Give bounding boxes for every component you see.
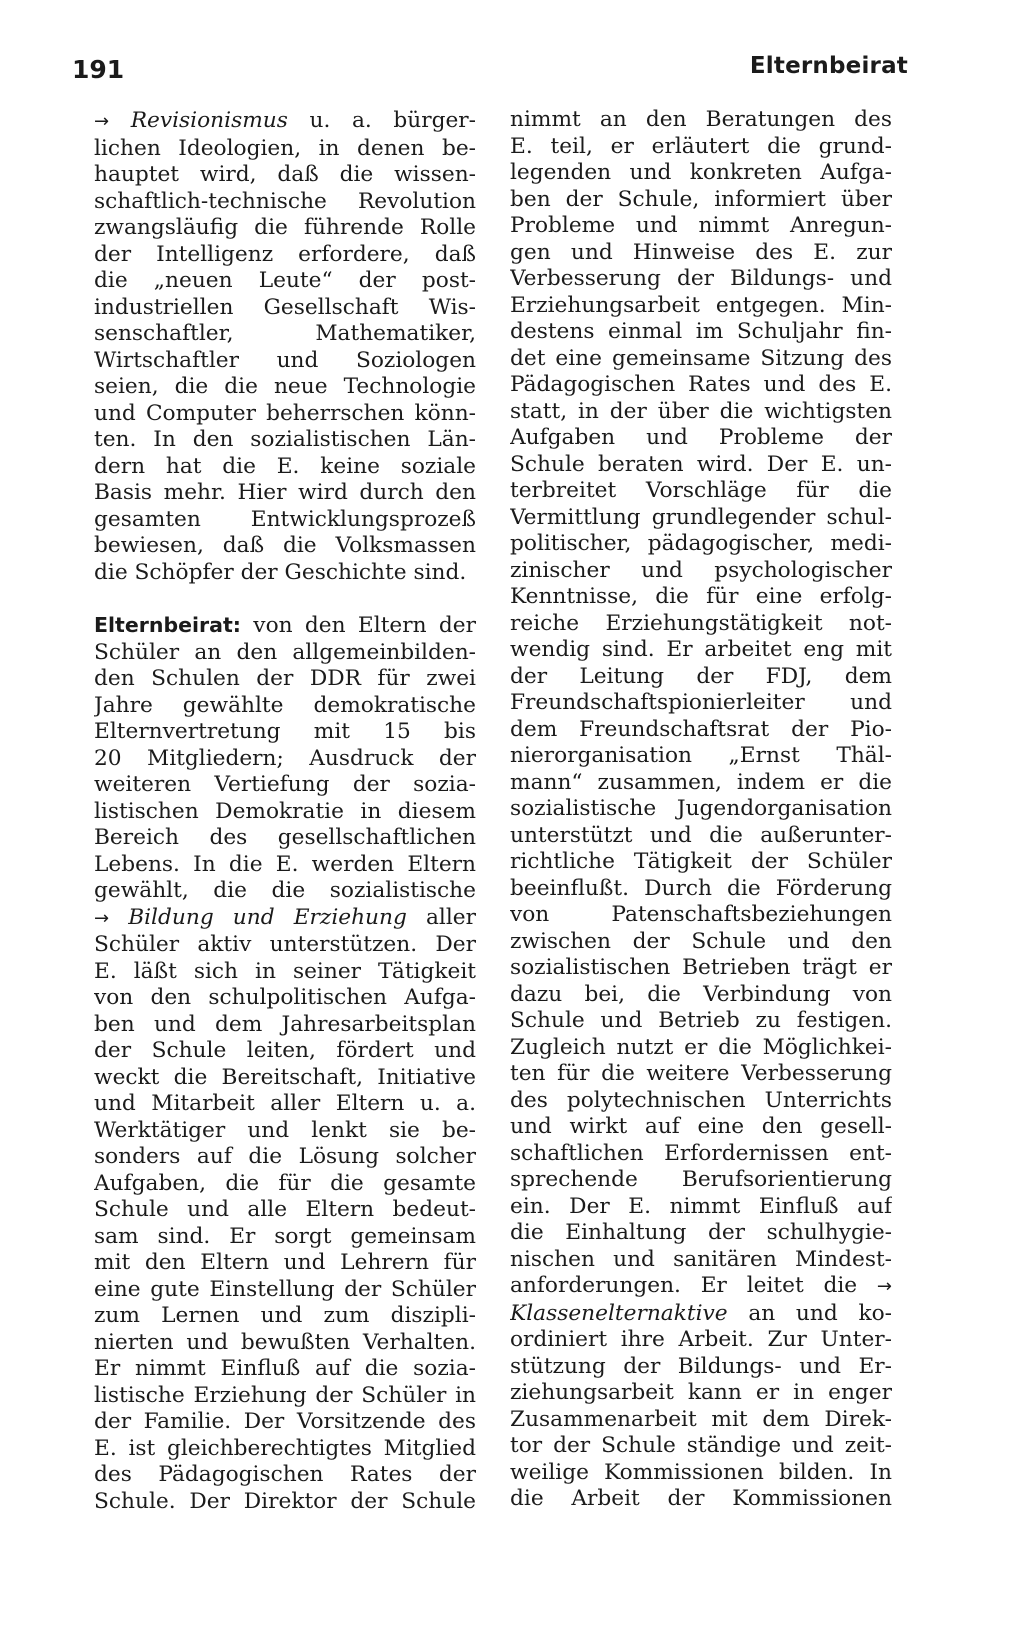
text-segment: Lebens. In die E. werden Eltern [94, 851, 476, 877]
text-segment: Werktätiger und lenkt sie be- [94, 1117, 476, 1143]
text-segment: Er nimmt Einfluß auf die sozia- [94, 1356, 476, 1381]
text-segment: u. a. bürger- [287, 108, 476, 133]
text-line [94, 1356, 476, 1383]
text-segment [109, 108, 131, 133]
text-segment: der Familie. Der Vorsitzende des [94, 1409, 476, 1434]
text-line [510, 1273, 892, 1301]
text-line [94, 932, 476, 959]
text-line [94, 242, 476, 269]
text-line [94, 959, 476, 986]
text-segment: schaftlichen Erfordernissen ent- [510, 1140, 892, 1166]
running-head: Elternbeirat [749, 53, 908, 79]
text-line [94, 612, 476, 640]
page-number: 191 [72, 55, 125, 84]
text-line [94, 1462, 476, 1489]
text-segment: Bereich des gesellschaftlichen [94, 825, 476, 850]
cross-reference-term: Bildung und Erziehung [128, 904, 407, 930]
text-line [94, 1144, 476, 1171]
cross-reference-arrow-icon: → [876, 1276, 892, 1297]
text-line [94, 401, 476, 428]
text-segment: legenden und konkreten Aufga- [510, 160, 892, 185]
text-line [510, 1167, 892, 1194]
text-line [94, 1330, 476, 1357]
text-segment: von den Eltern der [240, 613, 476, 638]
text-segment: Basis mehr. Hier wird durch den [94, 480, 476, 505]
text-line [510, 452, 892, 479]
text-segment: den Schulen der DDR für zwei [94, 666, 476, 691]
text-segment: die „neuen Leute“ der post- [94, 268, 476, 293]
text-segment: E. läßt sich in seiner Tätigkeit [94, 958, 476, 984]
text-segment: Schüler an den allgemeinbilden- [94, 639, 476, 665]
text-segment: det eine gemeinsame Sitzung des [510, 345, 892, 371]
text-line [94, 1171, 476, 1198]
text-line [510, 1407, 892, 1434]
text-line [94, 1277, 476, 1304]
text-line [94, 1489, 476, 1516]
text-segment: ben der Schule, informiert über [510, 186, 892, 212]
text-segment: politischer, pädagogischer, medi- [510, 531, 892, 556]
text-segment: gen und Hinweise des E. zur [510, 239, 892, 265]
text-line [94, 427, 476, 454]
text-line [510, 584, 892, 611]
text-segment: zinischer und psychologischer [510, 557, 892, 583]
text-segment: E. teil, er erläutert die grund- [510, 133, 892, 159]
text-segment: dem Freundschaftsrat der Pio- [510, 716, 892, 742]
text-segment: der Schule leiten, fördert und [94, 1038, 476, 1063]
text-line [94, 374, 476, 401]
text-line [510, 770, 892, 797]
text-line [94, 666, 476, 693]
text-segment: ziehungsarbeit kann er in enger [510, 1380, 892, 1405]
text-line [510, 876, 892, 903]
text-line [94, 1436, 476, 1463]
text-segment: zwischen der Schule und den [510, 928, 892, 954]
entry-elternbeirat [94, 612, 476, 1515]
text-line [510, 1220, 892, 1247]
text-line [94, 905, 476, 933]
text-segment: sonders auf die Lösung solcher [94, 1144, 476, 1169]
text-line [94, 560, 476, 587]
text-segment [109, 905, 128, 930]
text-line [94, 1250, 476, 1277]
text-line [94, 348, 476, 375]
text-segment: Aufgaben, die für die gesamte [94, 1170, 476, 1196]
text-segment: nimmt an den Beratungen des [510, 107, 892, 132]
text-segment: stützung der Bildungs- und Er- [510, 1353, 892, 1379]
text-segment: hauptet wird, daß die wissen- [94, 162, 476, 187]
text-segment: mit den Eltern und Lehrern für [94, 1250, 476, 1275]
text-segment: seien, die die neue Technologie [94, 374, 476, 399]
text-line [510, 213, 892, 240]
text-segment: Schule und Betrieb zu festigen. [510, 1008, 892, 1033]
text-segment: Verbesserung der Bildungs- und [510, 266, 892, 291]
paragraph-revisionismus-continuation [94, 108, 476, 586]
text-line [94, 215, 476, 242]
text-segment: und wirkt auf eine den gesell- [510, 1114, 892, 1139]
text-segment: die Schöpfer der Geschichte sind. [94, 559, 467, 585]
text-line [510, 399, 892, 426]
text-line [510, 240, 892, 267]
text-segment: von Patenschaftsbeziehungen [510, 902, 892, 927]
text-line [510, 187, 892, 214]
text-line [94, 507, 476, 534]
text-segment: ein. Der E. nimmt Einfluß auf [510, 1193, 892, 1219]
text-segment: nierorganisation „Ernst Thäl- [510, 743, 892, 768]
text-line [510, 1008, 892, 1035]
text-segment: anforderungen. Er leitet die [510, 1273, 877, 1298]
text-line [510, 1327, 892, 1354]
text-line [510, 743, 892, 770]
text-segment: des Pädagogischen Rates der [94, 1462, 476, 1487]
text-segment: tor der Schule ständige und zeit- [510, 1433, 892, 1458]
text-segment: Freundschaftspionierleiter und [510, 690, 892, 715]
text-line [510, 425, 892, 452]
cross-reference-arrow-icon: → [94, 111, 110, 132]
text-line [510, 637, 892, 664]
text-segment: von den schulpolitischen Aufga- [94, 985, 476, 1010]
text-line [94, 1197, 476, 1224]
text-line [94, 746, 476, 773]
text-line [94, 321, 476, 348]
text-segment: sam sind. Er sorgt gemeinsam [94, 1223, 476, 1249]
text-line [510, 1035, 892, 1062]
text-segment: 20 Mitgliedern; Ausdruck der [94, 745, 476, 771]
text-line [94, 985, 476, 1012]
text-segment: richtliche Tätigkeit der Schüler [510, 849, 892, 874]
text-line [94, 1118, 476, 1145]
text-line [94, 533, 476, 560]
text-line [94, 480, 476, 507]
text-segment: senschaftler, Mathematiker, [94, 321, 476, 346]
right-column [510, 107, 892, 1513]
text-line [94, 162, 476, 189]
text-line [510, 1354, 892, 1381]
text-line [510, 134, 892, 161]
text-line [510, 929, 892, 956]
text-segment: die Arbeit der Kommissionen [510, 1486, 892, 1511]
text-segment: weckt die Bereitschaft, Initiative [94, 1064, 476, 1090]
text-segment: unterstützt und die außerunter- [510, 822, 892, 848]
text-segment: dern hat die E. keine soziale [94, 453, 476, 479]
text-line [94, 1091, 476, 1118]
text-line [94, 268, 476, 295]
text-segment: E. ist gleichberechtigtes Mitglied [94, 1435, 476, 1461]
text-segment: nischen und sanitären Mindest- [510, 1246, 892, 1272]
text-line [94, 719, 476, 746]
text-segment: der Leitung der FDJ, dem [510, 663, 892, 689]
text-line [94, 295, 476, 322]
text-segment: destens einmal im Schuljahr fin- [510, 319, 892, 344]
text-line [510, 982, 892, 1009]
text-line [510, 849, 892, 876]
text-line [94, 1012, 476, 1039]
text-line [510, 293, 892, 320]
cross-reference-arrow-icon: → [94, 907, 110, 929]
text-segment: gewählt, die die sozialistische [94, 878, 476, 903]
text-segment: bewiesen, daß die Volksmassen [94, 533, 476, 558]
text-segment: statt, in der über die wichtigsten [510, 398, 892, 424]
text-line [510, 1141, 892, 1168]
text-line [94, 693, 476, 720]
text-line [510, 664, 892, 691]
cross-reference-term: Revisionismus [130, 108, 288, 133]
text-segment: schaftlich-technische Revolution [94, 188, 476, 214]
text-line [510, 1088, 892, 1115]
text-segment: Pädagogischen Rates und des E. [510, 372, 892, 397]
text-segment: terbreitet Vorschläge für die [510, 478, 892, 503]
text-segment: aller [406, 904, 476, 930]
text-line [510, 160, 892, 187]
text-segment: und Mitarbeit aller Eltern u. a. [94, 1091, 476, 1116]
text-line [510, 955, 892, 982]
text-line [94, 878, 476, 905]
text-line [510, 1194, 892, 1221]
text-line [510, 1061, 892, 1088]
text-line [510, 1380, 892, 1407]
text-line [94, 1065, 476, 1092]
text-segment: der Intelligenz erfordere, daß [94, 241, 476, 267]
text-line [510, 107, 892, 134]
text-line [94, 189, 476, 216]
text-segment: ordiniert ihre Arbeit. Zur Unter- [510, 1327, 892, 1352]
text-line [510, 1301, 892, 1328]
text-segment: sozialistischen Betrieben trägt er [510, 955, 892, 980]
text-line [510, 1433, 892, 1460]
text-line [510, 823, 892, 850]
text-segment: zwangsläufig die führende Rolle [94, 215, 476, 240]
text-line [94, 1038, 476, 1065]
text-line [94, 799, 476, 826]
text-segment: listischen Demokratie in diesem [94, 798, 476, 824]
text-line [94, 1224, 476, 1251]
text-line [510, 266, 892, 293]
cross-reference-term: Klassenelternaktive [510, 1300, 728, 1326]
text-line [510, 478, 892, 505]
text-line [94, 825, 476, 852]
text-segment: Kenntnisse, die für eine erfolg- [510, 584, 892, 609]
text-line [94, 852, 476, 879]
text-segment: listische Erziehung der Schüler in [94, 1382, 476, 1408]
text-segment: industriellen Gesellschaft Wis- [94, 294, 476, 320]
text-line [510, 611, 892, 638]
text-segment: Erziehungsarbeit entgegen. Min- [510, 292, 892, 318]
text-segment: dazu bei, die Verbindung von [510, 981, 892, 1007]
text-line [94, 772, 476, 799]
text-line [510, 717, 892, 744]
entry-headword: Elternbeirat: [94, 613, 241, 637]
text-segment: sozialistische Jugendorganisation [510, 796, 892, 821]
text-segment: Zusammenarbeit mit dem Direk- [510, 1406, 892, 1432]
text-segment: Schule und alle Eltern bedeut- [94, 1197, 476, 1222]
text-line [94, 640, 476, 667]
text-segment: ben und dem Jahresarbeitsplan [94, 1011, 476, 1037]
text-segment: Vermittlung grundlegender schul- [510, 504, 892, 530]
text-line [510, 531, 892, 558]
text-segment: sprechende Berufsorientierung [510, 1167, 892, 1192]
text-line [510, 319, 892, 346]
text-segment: Jahre gewählte demokratische [94, 692, 476, 718]
text-segment: des polytechnischen Unterrichts [510, 1087, 892, 1113]
text-line [510, 1114, 892, 1141]
text-segment: zum Lernen und zum diszipli- [94, 1303, 476, 1328]
text-line [510, 558, 892, 585]
text-line [510, 505, 892, 532]
text-segment: Wirtschaftler und Soziologen [94, 347, 476, 373]
text-segment: Schule beraten wird. Der E. un- [510, 451, 892, 477]
text-line [94, 1409, 476, 1436]
text-segment: Aufgaben und Probleme der [510, 425, 892, 450]
text-segment: mann“ zusammen, indem er die [510, 769, 892, 795]
text-segment: wendig sind. Er arbeitet eng mit [510, 637, 892, 662]
text-segment: ten. In den sozialistischen Län- [94, 427, 476, 452]
text-line [510, 1460, 892, 1487]
text-segment: Elternvertretung mit 15 bis [94, 719, 476, 744]
text-line [510, 902, 892, 929]
text-line [510, 1486, 892, 1513]
paragraph-gap [94, 586, 476, 612]
text-line [94, 1383, 476, 1410]
text-segment: Probleme und nimmt Anregun- [510, 213, 892, 238]
text-line [94, 136, 476, 163]
left-column [94, 108, 476, 1515]
text-segment: weilige Kommissionen bilden. In [510, 1459, 892, 1485]
text-segment: nierten und bewußten Verhalten. [94, 1329, 476, 1355]
text-segment: die Einhaltung der schulhygie- [510, 1220, 892, 1245]
text-line [94, 1303, 476, 1330]
text-line [510, 796, 892, 823]
entry-elternbeirat-continuation [510, 107, 892, 1513]
text-segment: ten für die weitere Verbesserung [510, 1061, 892, 1086]
text-line [510, 1247, 892, 1274]
text-line [510, 690, 892, 717]
text-segment: an und ko- [727, 1300, 892, 1326]
text-segment: reiche Erziehungstätigkeit not- [510, 610, 892, 636]
text-segment: und Computer beherrschen könn- [94, 400, 476, 426]
text-segment: Schüler aktiv unterstützen. Der [94, 932, 476, 957]
text-line [94, 108, 476, 136]
text-segment: Schule. Der Direktor der Schule [94, 1488, 476, 1514]
text-segment: gesamten Entwicklungsprozeß [94, 506, 476, 532]
text-line [94, 454, 476, 481]
text-segment: Zugleich nutzt er die Möglichkei- [510, 1034, 892, 1060]
text-segment: eine gute Einstellung der Schüler [94, 1276, 476, 1302]
text-line [510, 372, 892, 399]
text-line [510, 346, 892, 373]
text-segment: weiteren Vertiefung der sozia- [94, 772, 476, 797]
text-segment: beeinflußt. Durch die Förderung [510, 875, 892, 901]
text-segment: lichen Ideologien, in denen be- [94, 135, 476, 161]
